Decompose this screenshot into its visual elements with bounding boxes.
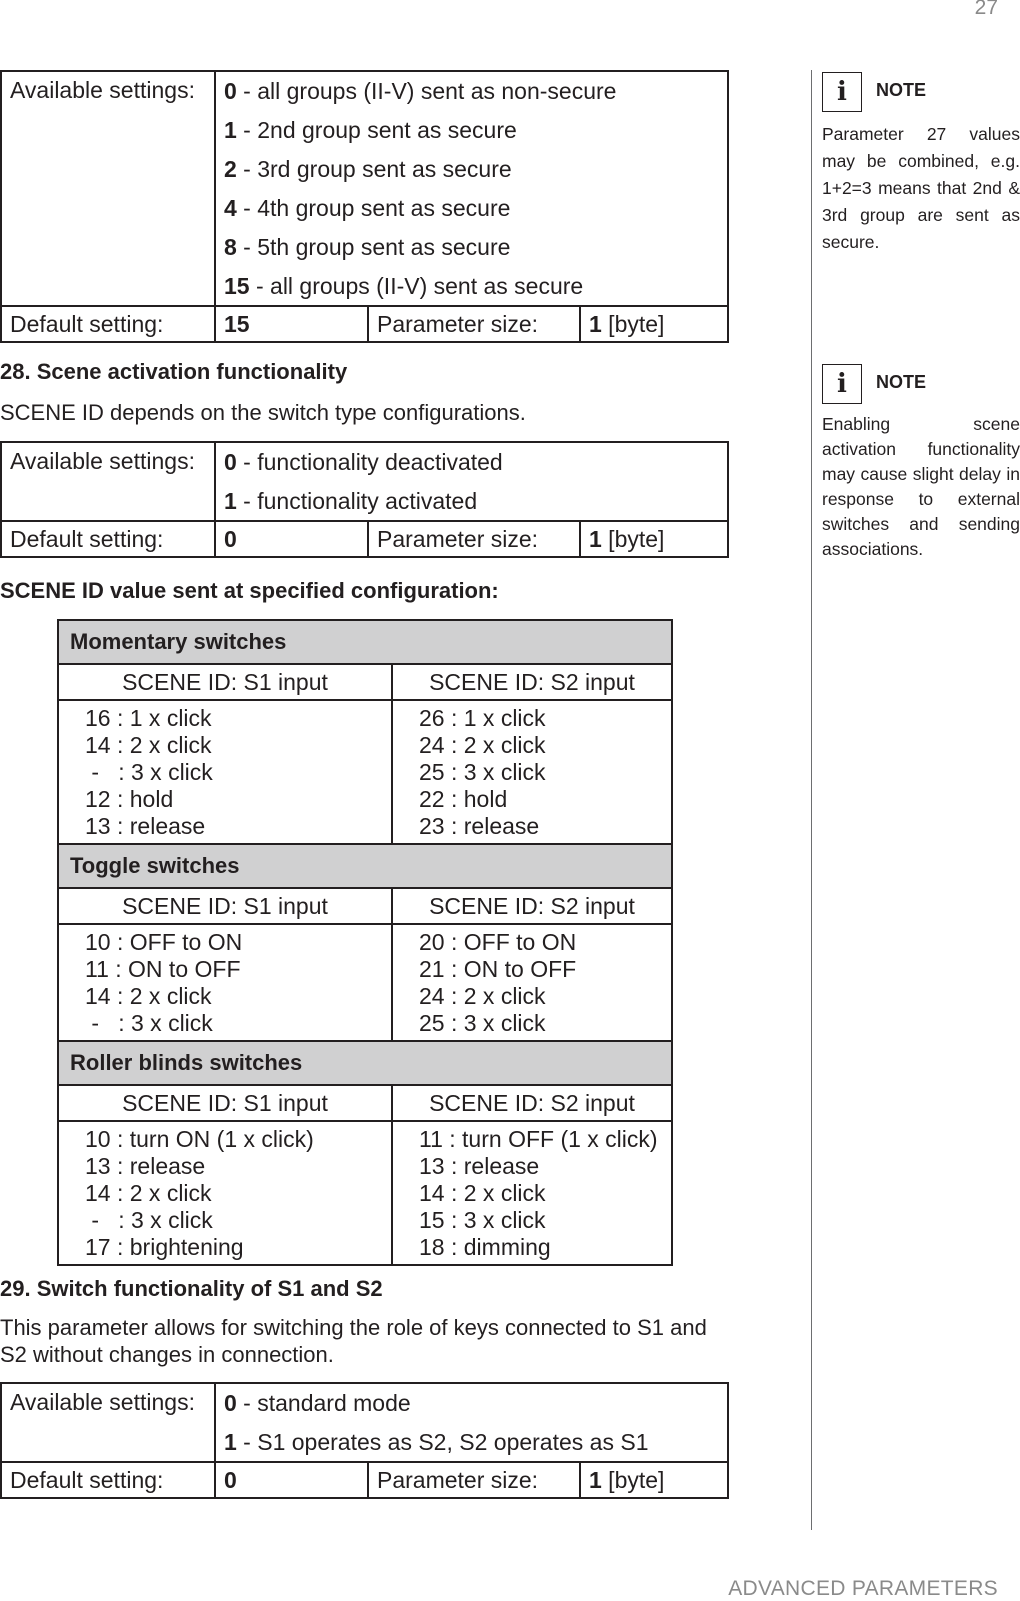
page-number: 27	[974, 0, 998, 19]
s2-header: SCENE ID: S2 input	[392, 1085, 672, 1121]
option: 8 - 5th group sent as secure	[224, 234, 511, 260]
s1-header: SCENE ID: S1 input	[58, 888, 392, 924]
list-item: 13 : release	[419, 1153, 540, 1179]
list-item: 24 : 2 x click	[419, 983, 546, 1009]
list-item: 14 : 2 x click	[85, 983, 212, 1009]
parameter-size-value: 1 [byte]	[580, 306, 728, 342]
option: 2 - 3rd group sent as secure	[224, 156, 512, 182]
scene-id-table	[57, 619, 673, 1266]
s2-values	[392, 700, 672, 844]
s2-values	[392, 924, 672, 1041]
list-item: 21 : ON to OFF	[419, 956, 577, 982]
list-item: 12 : hold	[85, 786, 174, 812]
column-divider	[811, 70, 812, 1530]
list-item: 14 : 2 x click	[419, 1180, 546, 1206]
section-28-description: SCENE ID depends on the switch type configurations.	[0, 400, 526, 425]
info-icon: i	[822, 72, 862, 112]
list-item: 23 : release	[419, 813, 540, 839]
list-item: 16 : 1 x click	[85, 705, 212, 731]
list-item: 11 : ON to OFF	[85, 956, 241, 982]
default-setting-label: Default setting:	[1, 521, 215, 557]
available-settings-label: Available settings:	[1, 442, 215, 521]
list-item: 13 : release	[85, 813, 206, 839]
s1-values	[58, 1121, 392, 1265]
section-29-title: 29. Switch functionality of S1 and S2	[0, 1276, 383, 1301]
parameter-size-label: Parameter size:	[368, 521, 580, 557]
info-icon: i	[822, 364, 862, 404]
list-item: 24 : 2 x click	[419, 732, 546, 758]
param28-table	[0, 441, 729, 558]
s2-header: SCENE ID: S2 input	[392, 888, 672, 924]
note-text: Parameter 27 values may be combined, e.g. 1+2=3 means that 2nd & 3rd group are sent as secure.	[822, 124, 1020, 252]
parameter-size-value: 1 [byte]	[580, 1462, 728, 1498]
list-item: 25 : 3 x click	[419, 759, 546, 785]
list-item: 11 : turn OFF (1 x click)	[419, 1126, 658, 1152]
footer-section-label: ADVANCED PARAMETERS	[728, 1577, 998, 1600]
list-item: 17 : brightening	[85, 1234, 244, 1260]
note-text: Enabling scene activation functionality may cause slight delay in response to external switches and sending associations.	[822, 414, 1020, 559]
list-item: 18 : dimming	[419, 1234, 551, 1260]
s1-header: SCENE ID: S1 input	[58, 1085, 392, 1121]
default-setting-value: 15	[215, 306, 368, 342]
s1-values	[58, 924, 392, 1041]
list-item: 10 : turn ON (1 x click)	[85, 1126, 314, 1152]
list-item: - : 3 x click	[85, 1010, 213, 1036]
list-item: 14 : 2 x click	[85, 732, 212, 758]
list-item: - : 3 x click	[85, 1207, 213, 1233]
list-item: 26 : 1 x click	[419, 705, 546, 731]
s2-values	[392, 1121, 672, 1265]
parameter-size-label: Parameter size:	[368, 1462, 580, 1498]
section-28-title: 28. Scene activation functionality	[0, 359, 348, 384]
available-settings-options	[215, 442, 728, 521]
note-title: NOTE	[876, 80, 927, 100]
list-item: 14 : 2 x click	[85, 1180, 212, 1206]
option: 1 - S1 operates as S2, S2 operates as S1	[224, 1429, 649, 1455]
group-title: Toggle switches	[58, 844, 672, 888]
s2-header: SCENE ID: S2 input	[392, 664, 672, 700]
param29-table	[0, 1382, 729, 1499]
option: 1 - functionality activated	[224, 488, 478, 514]
default-setting-label: Default setting:	[1, 306, 215, 342]
scene-id-heading: SCENE ID value sent at specified configuration:	[0, 578, 499, 603]
group-title: Momentary switches	[58, 620, 672, 664]
available-settings-options	[215, 1383, 728, 1462]
list-item: - : 3 x click	[85, 759, 213, 785]
parameter-size-label: Parameter size:	[368, 306, 580, 342]
available-settings-label: Available settings:	[1, 71, 215, 306]
default-setting-value: 0	[215, 1462, 368, 1498]
option: 15 - all groups (II-V) sent as secure	[224, 273, 584, 299]
option: 4 - 4th group sent as secure	[224, 195, 511, 221]
available-settings-label: Available settings:	[1, 1383, 215, 1462]
group-title: Roller blinds switches	[58, 1041, 672, 1085]
note-title: NOTE	[876, 372, 927, 392]
param27-table	[0, 70, 729, 343]
list-item: 25 : 3 x click	[419, 1010, 546, 1036]
s1-values	[58, 700, 392, 844]
section-29-description: This parameter allows for switching the role of keys connected to S1 and S2 without changes in connection.	[0, 1315, 707, 1367]
list-item: 15 : 3 x click	[419, 1207, 546, 1233]
parameter-size-value: 1 [byte]	[580, 521, 728, 557]
default-setting-label: Default setting:	[1, 1462, 215, 1498]
option: 1 - 2nd group sent as secure	[224, 117, 517, 143]
list-item: 13 : release	[85, 1153, 206, 1179]
option: 0 - functionality deactivated	[224, 449, 503, 475]
option: 0 - all groups (II-V) sent as non-secure	[224, 78, 617, 104]
available-settings-options	[215, 71, 728, 306]
list-item: 10 : OFF to ON	[85, 929, 243, 955]
option: 0 - standard mode	[224, 1390, 411, 1416]
list-item: 20 : OFF to ON	[419, 929, 577, 955]
default-setting-value: 0	[215, 521, 368, 557]
s1-header: SCENE ID: S1 input	[58, 664, 392, 700]
list-item: 22 : hold	[419, 786, 508, 812]
